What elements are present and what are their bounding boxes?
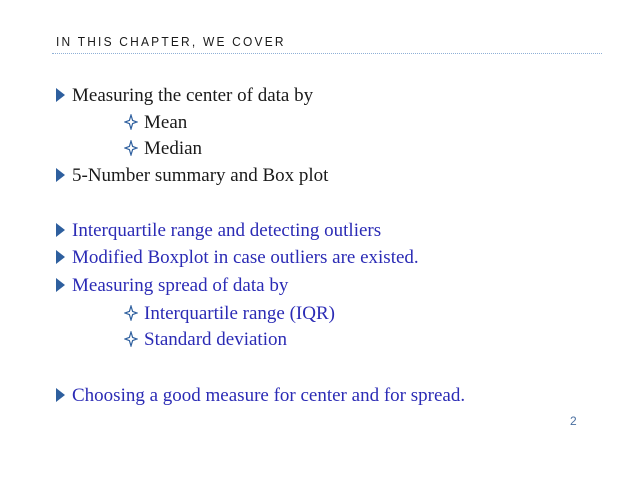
bullet-text: 5-Number summary and Box plot bbox=[72, 165, 329, 186]
title-divider bbox=[52, 53, 602, 54]
subitem-text: Standard deviation bbox=[144, 329, 287, 350]
four-point-star-icon bbox=[124, 140, 138, 156]
subitem-text: Mean bbox=[144, 112, 188, 133]
subitem-median bbox=[124, 137, 202, 161]
bullet-item-spread bbox=[56, 274, 288, 298]
triangle-right-icon bbox=[56, 278, 65, 292]
bullet-text: Measuring spread of data by bbox=[72, 275, 289, 296]
subitem-iqr bbox=[124, 302, 335, 326]
four-point-star-icon bbox=[124, 331, 138, 347]
bullet-text: Modified Boxplot in case outliers are existed. bbox=[72, 247, 419, 268]
bullet-item-center bbox=[56, 84, 313, 108]
triangle-right-icon bbox=[56, 223, 65, 237]
subitem-mean bbox=[124, 111, 187, 135]
bullet-item-iqr-outliers bbox=[56, 219, 381, 243]
triangle-right-icon bbox=[56, 88, 65, 102]
page-number: 2 bbox=[570, 414, 577, 428]
bullet-text: Choosing a good measure for center and for spread. bbox=[72, 385, 466, 406]
four-point-star-icon bbox=[124, 305, 138, 321]
triangle-right-icon bbox=[56, 388, 65, 402]
four-point-star-icon bbox=[124, 114, 138, 130]
triangle-right-icon bbox=[56, 250, 65, 264]
bullet-item-choosing-measure bbox=[56, 384, 465, 408]
subitem-text: Interquartile range (IQR) bbox=[144, 303, 335, 324]
subitem-text: Median bbox=[144, 138, 203, 159]
bullet-item-five-number bbox=[56, 164, 328, 188]
subitem-standard-deviation bbox=[124, 328, 287, 352]
bullet-text: Measuring the center of data by bbox=[72, 85, 314, 106]
bullet-text: Interquartile range and detecting outliers bbox=[72, 220, 382, 241]
triangle-right-icon bbox=[56, 168, 65, 182]
bullet-item-modified-boxplot bbox=[56, 246, 419, 270]
slide-title: IN THIS CHAPTER, WE COVER bbox=[56, 34, 286, 49]
